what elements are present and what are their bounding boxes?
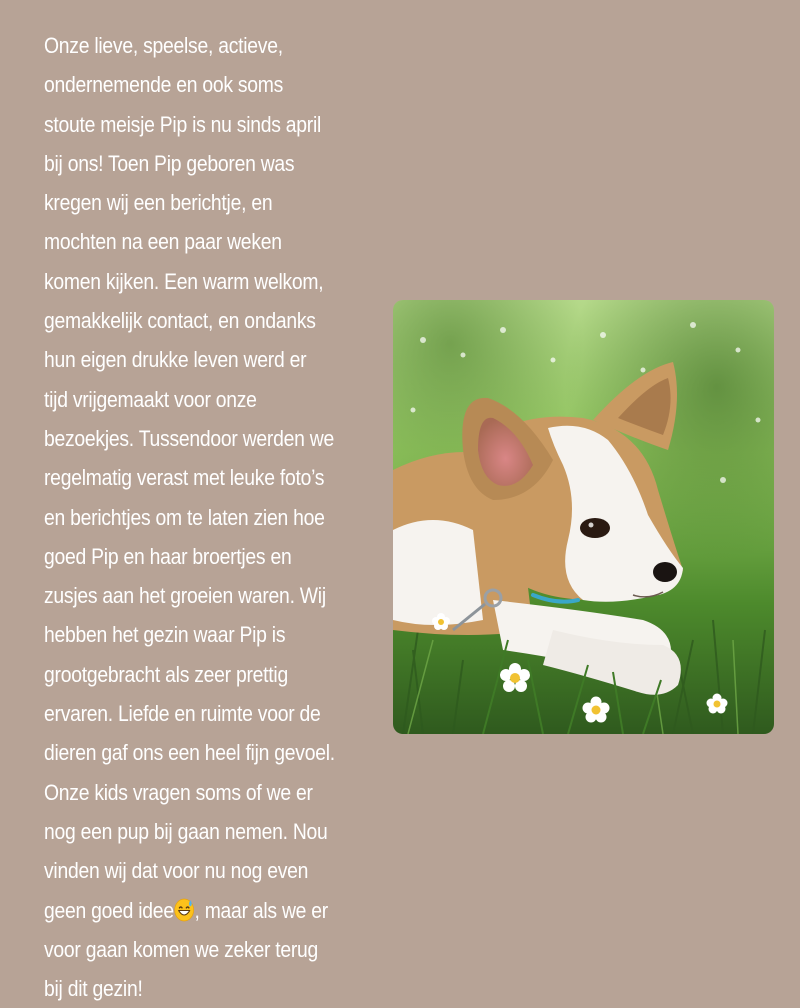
story-line: hebben het gezin waar Pip is [44,622,286,648]
story-line: vinden wij dat voor nu nog even [44,858,309,884]
story-text [44,26,341,1008]
story-line: dieren gaf ons een heel fijn gevoel. [44,740,335,766]
story-line: stoute meisje Pip is nu sinds april [44,111,322,137]
story-line-emoji [44,891,341,930]
story-line: ervaren. Liefde en ruimte voor de [44,701,321,727]
story-line: bij dit gezin! [44,976,143,1002]
story-line-part: geen goed idee [44,897,174,923]
story-line-part: , maar als we er [194,897,328,923]
story-line: grootgebracht als zeer prettig [44,661,288,687]
story-line: Onze lieve, speelse, actieve, [44,33,283,58]
grinning-sweat-emoji-icon [174,898,195,922]
story-line: gemakkelijk contact, en ondanks [44,308,316,334]
story-line: kregen wij een berichtje, en [44,190,273,216]
story-line: bij ons! Toen Pip geboren was [44,150,295,176]
story-line: nog een pup bij gaan nemen. Nou [44,818,328,844]
story-line: zusjes aan het groeien waren. Wij [44,583,326,609]
corgi-puppy-photo-icon [393,300,774,734]
story-line: komen kijken. Een warm welkom, [44,268,324,294]
story-line: mochten na een paar weken [44,229,282,255]
story-line: Onze kids vragen soms of we er [44,779,313,805]
story-line: ondernemende en ook soms [44,72,284,98]
story-line: bezoekjes. Tussendoor werden we [44,425,334,451]
story-line: regelmatig verast met leuke foto’s [44,465,325,491]
story-line: goed Pip en haar broertjes en [44,543,292,569]
story-line: hun eigen drukke leven werd er [44,347,307,373]
story-line: voor gaan komen we zeker terug [44,936,319,962]
story-line: tijd vrijgemaakt voor onze [44,386,257,412]
story-line: en berichtjes om te laten zien hoe [44,504,325,530]
corgi-puppy-photo [393,300,774,734]
